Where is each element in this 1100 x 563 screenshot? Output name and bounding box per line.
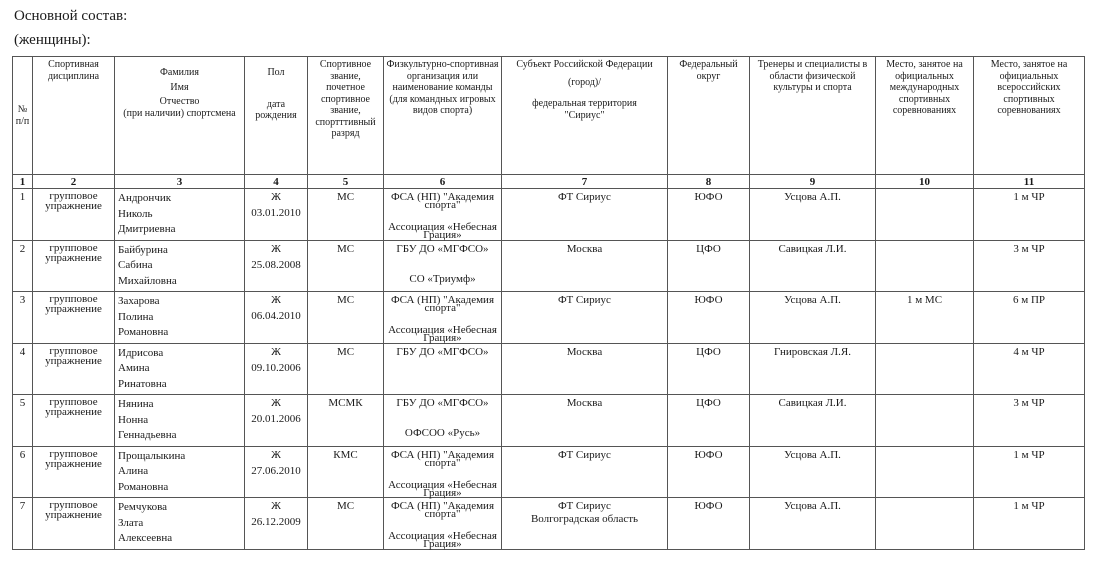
russia-place: 3 м ЧР [974, 395, 1085, 447]
birth-date: 06.04.2010 [251, 310, 301, 322]
column-number: 11 [974, 175, 1085, 189]
athlete-row [13, 343, 1085, 395]
page-title: Основной состав: [14, 8, 128, 24]
coach: Усцова А.П. [750, 498, 876, 550]
organization-secondary: Ассоциация «Небесная Грация» [388, 530, 497, 550]
coach: Усцова А.П. [750, 189, 876, 241]
federal-district: ЦФО [668, 240, 750, 292]
header-subject: Субъект Российской Федерации (город)/ федеральная территория "Сириус" [502, 57, 668, 175]
column-number: 7 [502, 175, 668, 189]
column-number: 2 [33, 175, 115, 189]
birth-date: 09.10.2006 [251, 361, 301, 374]
subject-primary: ФТ Сириус [558, 191, 611, 203]
column-number: 1 [13, 175, 33, 189]
discipline: групповое упражнение [33, 446, 115, 498]
sport-title: МС [308, 498, 384, 550]
coach: Савицкая Л.И. [750, 240, 876, 292]
coach: Усцова А.П. [750, 292, 876, 344]
header-sex-birth: Пол дата рождения [245, 57, 308, 175]
column-number: 3 [115, 175, 245, 189]
athlete-row [13, 189, 1085, 241]
subject [502, 343, 668, 395]
first-name: Злата [118, 516, 144, 529]
athlete-name [115, 292, 245, 344]
discipline: групповое упражнение [33, 240, 115, 292]
row-number: 4 [13, 343, 33, 395]
subject [502, 395, 668, 447]
sex: Ж [271, 500, 281, 512]
discipline: групповое упражнение [33, 189, 115, 241]
sport-title: КМС [308, 446, 384, 498]
column-number: 4 [245, 175, 308, 189]
column-number: 6 [384, 175, 502, 189]
sport-title: МС [308, 292, 384, 344]
russia-place: 1 м ЧР [974, 446, 1085, 498]
first-name: Нонна [118, 413, 149, 426]
subject [502, 240, 668, 292]
federal-district: ЦФО [668, 343, 750, 395]
organization-secondary: СО «Триумф» [409, 272, 476, 285]
athlete-row [13, 498, 1085, 550]
organization-secondary: Ассоциация «Небесная Грация» [388, 324, 497, 344]
sex: Ж [271, 397, 281, 409]
intl-place [876, 189, 974, 241]
athlete-row [13, 240, 1085, 292]
birth-date: 03.01.2010 [251, 207, 301, 219]
sex: Ж [271, 191, 281, 203]
intl-place [876, 395, 974, 447]
russia-place: 1 м ЧР [974, 498, 1085, 550]
athlete-name [115, 189, 245, 241]
header-num: № п/п [13, 57, 33, 175]
organization-primary: ГБУ ДО «МГФСО» [396, 345, 489, 358]
surname: Идрисова [118, 346, 164, 359]
header-discipline: Спортивная дисциплина [33, 57, 115, 175]
organization-primary: ФСА (НП) "Академия спорта" [390, 500, 495, 520]
surname: Байбурина [118, 243, 168, 256]
header-intl-place: Место, занятое на официальных международных спортивных соревнованиях [876, 57, 974, 175]
athlete-name [115, 240, 245, 292]
sex: Ж [271, 448, 281, 461]
federal-district: ЮФО [668, 189, 750, 241]
surname: Нянина [118, 398, 154, 410]
patronymic: Михайловна [118, 274, 177, 287]
discipline: групповое упражнение [33, 498, 115, 550]
federal-district: ЮФО [668, 498, 750, 550]
organization-primary: ФСА (НП) "Академия спорта" [390, 448, 495, 469]
organization-secondary: Ассоциация «Небесная Грация» [388, 221, 497, 241]
federal-district: ЮФО [668, 446, 750, 498]
athlete-name [115, 343, 245, 395]
athlete-row [13, 292, 1085, 344]
sex-birth [245, 395, 308, 447]
sport-title: МСМК [308, 395, 384, 447]
organization-secondary: ОФСОО «Русь» [404, 427, 481, 439]
organization-primary: ГБУ ДО «МГФСО» [396, 242, 489, 255]
organization [384, 189, 502, 241]
discipline: групповое упражнение [33, 343, 115, 395]
organization [384, 446, 502, 498]
athlete-name [115, 446, 245, 498]
sex-birth [245, 189, 308, 241]
row-number: 6 [13, 446, 33, 498]
sex-birth [245, 498, 308, 550]
subject-primary: Москва [566, 397, 603, 409]
organization-primary: ФСА (НП) "Академия спорта" [390, 294, 495, 314]
organization [384, 498, 502, 550]
sex-birth [245, 240, 308, 292]
birth-date: 27.06.2010 [251, 464, 301, 477]
sport-title: МС [308, 343, 384, 395]
subject [502, 446, 668, 498]
header-fullname: Фамилия Имя Отчество (при наличии) спортсмена [115, 57, 245, 175]
patronymic: Романовна [118, 480, 169, 493]
intl-place [876, 446, 974, 498]
patronymic: Дмитриевна [118, 223, 176, 235]
patronymic: Ринатовна [118, 377, 167, 390]
organization-secondary: Ассоциация «Небесная Грация» [388, 478, 497, 499]
patronymic: Романовна [118, 326, 169, 338]
coach: Усцова А.П. [750, 446, 876, 498]
federal-district: ЦФО [668, 395, 750, 447]
header-coaches: Тренеры и специалисты в области физической культуры и спорта [750, 57, 876, 175]
row-number: 3 [13, 292, 33, 344]
page-subtitle: (женщины): [14, 32, 91, 48]
sex-birth [245, 343, 308, 395]
birth-date: 26.12.2009 [251, 516, 301, 528]
sex: Ж [271, 345, 281, 358]
subject [502, 498, 668, 550]
surname: Ремчукова [118, 501, 168, 513]
athlete-name [115, 395, 245, 447]
header-title: Спортивное звание, почетное спортивное звание, спортттивный разряд [308, 57, 384, 175]
header-russia-place: Место, занятое на официальных всероссийских спортивных соревнованиях [974, 57, 1085, 175]
athlete-row [13, 395, 1085, 447]
organization [384, 395, 502, 447]
surname: Прощалыкина [118, 449, 186, 462]
russia-place: 4 м ЧР [974, 343, 1085, 395]
sport-title: МС [308, 189, 384, 241]
subject [502, 292, 668, 344]
russia-place: 6 м ПР [974, 292, 1085, 344]
federal-district: ЮФО [668, 292, 750, 344]
intl-place: 1 м МС [876, 292, 974, 344]
organization-primary: ГБУ ДО «МГФСО» [396, 397, 489, 409]
athlete-name [115, 498, 245, 550]
sex-birth [245, 446, 308, 498]
patronymic: Алексеевна [118, 532, 173, 544]
surname: Захарова [118, 295, 160, 307]
header-organization: Физкультурно-спортивная организация или наименование команды (для командных игровых видов спорта) [384, 57, 502, 175]
organization [384, 343, 502, 395]
column-number: 9 [750, 175, 876, 189]
row-number: 5 [13, 395, 33, 447]
birth-date: 20.01.2006 [251, 413, 301, 425]
coach: Савицкая Л.И. [750, 395, 876, 447]
row-number: 2 [13, 240, 33, 292]
patronymic: Геннадьевна [118, 429, 177, 441]
first-name: Сабина [118, 259, 153, 271]
header-row [13, 57, 1085, 175]
first-name: Алина [118, 465, 149, 477]
subject-secondary: Волгоградская область [530, 513, 639, 525]
birth-date: 25.08.2008 [251, 258, 301, 271]
organization-primary: ФСА (НП) "Академия спорта" [390, 191, 495, 211]
subject-primary: ФТ Сириус [558, 294, 611, 306]
column-number-row [13, 175, 1085, 189]
russia-place: 1 м ЧР [974, 189, 1085, 241]
organization [384, 292, 502, 344]
russia-place: 3 м ЧР [974, 240, 1085, 292]
intl-place [876, 240, 974, 292]
row-number: 1 [13, 189, 33, 241]
athlete-row [13, 446, 1085, 498]
discipline: групповое упражнение [33, 395, 115, 447]
subject-primary: ФТ Сириус [558, 500, 611, 512]
subject-primary: ФТ Сириус [558, 448, 611, 461]
first-name: Полина [118, 310, 154, 323]
surname: Андрончик [118, 192, 172, 204]
subject-primary: Москва [566, 242, 603, 255]
sex: Ж [271, 242, 281, 255]
subject [502, 189, 668, 241]
subject-primary: Москва [566, 345, 603, 358]
row-number: 7 [13, 498, 33, 550]
organization [384, 240, 502, 292]
sex: Ж [271, 294, 281, 306]
header-district: Федеральный округ [668, 57, 750, 175]
intl-place [876, 498, 974, 550]
roster-table [12, 56, 1085, 550]
intl-place [876, 343, 974, 395]
column-number: 8 [668, 175, 750, 189]
discipline: групповое упражнение [33, 292, 115, 344]
first-name: Николь [118, 207, 153, 220]
coach: Гнировская Л.Я. [750, 343, 876, 395]
column-number: 10 [876, 175, 974, 189]
sex-birth [245, 292, 308, 344]
column-number: 5 [308, 175, 384, 189]
sport-title: МС [308, 240, 384, 292]
first-name: Амина [118, 362, 150, 374]
